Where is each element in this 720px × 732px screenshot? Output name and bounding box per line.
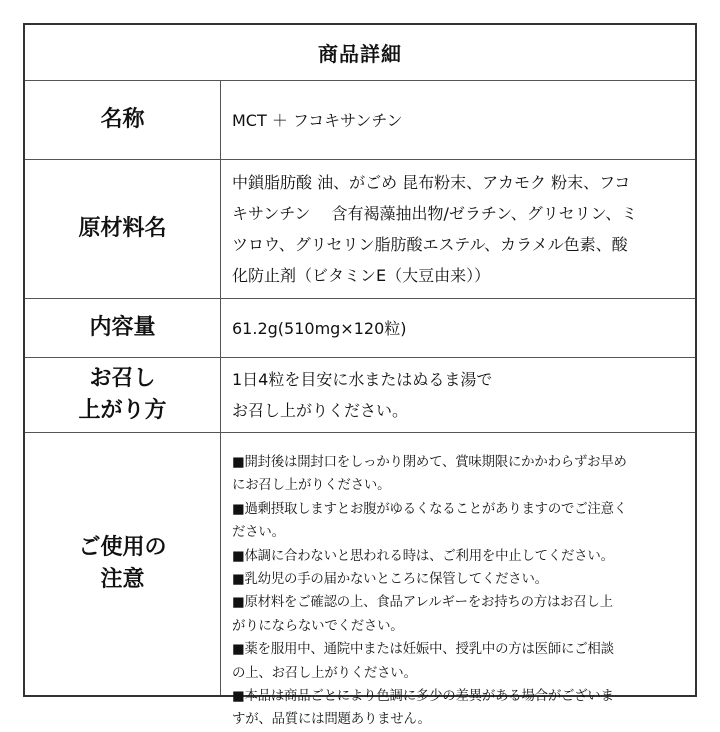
usage-line: お召し上がりください。 — [232, 401, 409, 420]
usage-label-line: 上がり方 — [78, 398, 167, 423]
usage-label — [25, 358, 221, 432]
usage-label-line: お召し — [89, 366, 156, 392]
name-label: 名称 — [25, 81, 221, 159]
caution-line: ■過剰摂取しますとお腹がゆるくなることがありますのでご注意く — [232, 501, 627, 517]
caution-line: すが、品質には問題ありません。 — [232, 712, 431, 728]
caution-line: ■開封後は開封口をしっかり閉めて、賞味期限にかかわらずお早め — [232, 455, 627, 470]
content-label: 内容量 — [25, 299, 221, 357]
name-row — [25, 81, 695, 160]
ingredients-value — [221, 160, 695, 298]
cautions-label — [25, 433, 221, 695]
cautions-label-line: 注意 — [100, 567, 145, 592]
content-value — [221, 299, 695, 357]
ingredients-line: 中鎖脂肪酸 油、がごめ 昆布粉末、アカモク 粉末、フコ — [232, 173, 631, 192]
table-title-row — [25, 25, 695, 81]
ingredients-label: 原材料名 — [25, 160, 221, 298]
name-value — [221, 81, 695, 159]
usage-row — [25, 358, 695, 433]
caution-line: ださい。 — [232, 525, 285, 541]
caution-line: にお召し上がりください。 — [232, 478, 391, 494]
caution-line: ■本品は商品ごとにより色調に多少の差異がある場合がございま — [232, 689, 614, 705]
content-row — [25, 299, 695, 358]
ingredients-row — [25, 160, 695, 299]
caution-line: ■体調に合わないと思われる時は、ご利用を中止してください。 — [232, 548, 614, 564]
ingredients-line: 化防止剤（ビタミンE（大豆由来）） — [232, 266, 491, 285]
usage-line: 1日4粒を目安に水またはぬるま湯で — [232, 370, 493, 389]
usage-value — [221, 358, 695, 432]
caution-line: ■原材料をご確認の上、食品アレルギーをお持ちの方はお召し上 — [232, 595, 613, 611]
caution-line: の上、お召し上がりください。 — [232, 665, 417, 681]
ingredients-line: ツロウ、グリセリン脂肪酸エステル、カラメル色素、酸 — [232, 235, 628, 254]
caution-line: がりにならないでください。 — [232, 618, 404, 634]
name-value-text: MCT ＋ フコキサンチン — [232, 110, 403, 130]
cautions-row — [25, 433, 695, 728]
product-details-table — [23, 23, 697, 728]
content-value-text: 61.2g(510mg×120粒) — [232, 318, 407, 338]
cautions-value — [221, 433, 695, 728]
cautions-label-line: ご使用の — [78, 535, 167, 561]
caution-line: ■乳幼児の手の届かないところに保管してください。 — [232, 572, 548, 588]
caution-line: ■薬を服用中、通院中または妊娠中、授乳中の方は医師にご相談 — [232, 642, 614, 658]
ingredients-line: キサンチン 含有褐藻抽出物/ゼラチン、グリセリン、ミ — [232, 204, 638, 223]
table-title: 商品詳細 — [318, 42, 402, 66]
